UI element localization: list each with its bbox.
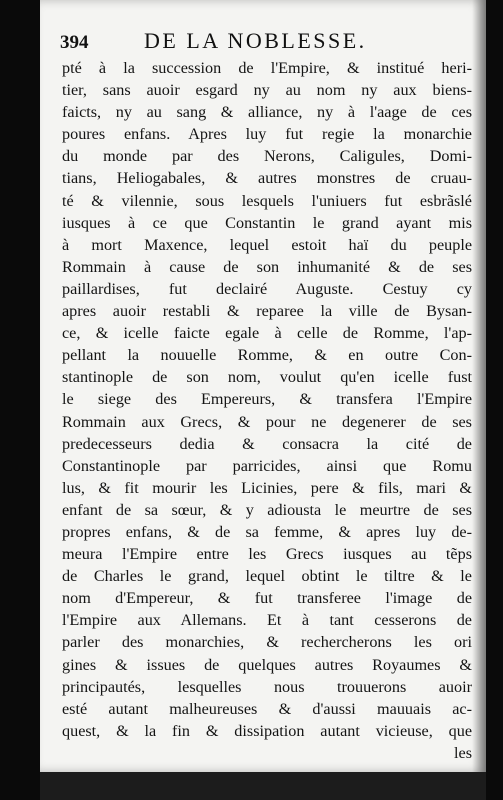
body-text bbox=[62, 57, 472, 764]
text-line: tians, Heliogabales, & autres monstres de cruau- bbox=[62, 169, 472, 188]
text-line: enfant de sa sœur, & y adiousta le meurtre de ses bbox=[62, 500, 472, 519]
text-line: esté autant malheureuses & d'aussi mauuais ac- bbox=[62, 699, 472, 718]
text-line: apres auoir restabli & reparee la ville de Bysan- bbox=[62, 302, 472, 321]
text-line: à mort Maxence, lequel estoit haï du peuple bbox=[62, 235, 472, 254]
text-line: de Charles le grand, lequel obtint le tiltre & le bbox=[62, 567, 472, 586]
text-line: Rommain à cause de son inhumanité & de ses bbox=[62, 257, 472, 276]
text-line: pellant la nouuelle Romme, & en outre Con- bbox=[62, 346, 472, 365]
text-line: faicts, ny au sang & alliance, ny à l'aage de ces bbox=[62, 103, 472, 122]
text-line: nom d'Empereur, & fut transferee l'image de bbox=[62, 589, 472, 608]
text-line: poures enfans. Apres luy fut regie la monarchie bbox=[62, 125, 472, 144]
text-line: meura l'Empire entre les Grecs iusques au tẽps bbox=[62, 545, 472, 564]
text-line: l'Empire aux Allemans. Et à tant cesserons de bbox=[62, 611, 472, 630]
text-line: principautés, lesquelles nous trouuerons auoir bbox=[62, 677, 472, 696]
text-line: té & vilennie, sous lesquels l'uniuers fut esbrãslé bbox=[62, 191, 472, 210]
text-line: Constantinople par parricides, ainsi que Romu bbox=[62, 456, 472, 475]
text-line: stantinople de son nom, voulut qu'en icelle fust bbox=[62, 368, 472, 387]
text-line: quest, & la fin & dissipation autant vicieuse, que bbox=[62, 721, 472, 740]
text-line: parler des monarchies, & rechercherons les ori bbox=[62, 633, 472, 652]
text-line: predecesseurs dedia & consacra la cité de bbox=[62, 434, 472, 453]
catchword: les bbox=[454, 743, 472, 762]
text-line: ce, & icelle faicte egale à celle de Romme, l'ap- bbox=[62, 324, 472, 343]
page-header bbox=[60, 28, 470, 58]
text-line: paillardises, fut declairé Auguste. Cestuy cy bbox=[62, 279, 472, 298]
running-head: DE LA NOBLESSE. bbox=[144, 28, 367, 53]
text-line: tier, sans auoir esgard ny au nom ny aux biens- bbox=[62, 81, 472, 100]
book-page bbox=[40, 0, 486, 772]
text-line: Rommain aux Grecs, & pour ne degenerer de ses bbox=[62, 412, 472, 431]
page-gutter-shadow bbox=[472, 0, 486, 772]
text-line: gines & issues de quelques autres Royaumes & bbox=[62, 655, 472, 674]
text-line: lus, & fit mourir les Licinies, pere & fils, mari & bbox=[62, 478, 472, 497]
page-number: 394 bbox=[60, 32, 89, 53]
text-line: propres enfans, & de sa femme, & apres luy de- bbox=[62, 522, 472, 541]
text-line: iusques à ce que Constantin le grand ayant mis bbox=[62, 213, 472, 232]
text-line: le siege des Empereurs, & transfera l'Empire bbox=[62, 390, 472, 409]
text-line: du monde par des Nerons, Caligules, Domi- bbox=[62, 147, 472, 166]
text-line: pté à la succession de l'Empire, & institué heri- bbox=[62, 59, 472, 77]
scan-bottom-edge bbox=[40, 772, 486, 800]
